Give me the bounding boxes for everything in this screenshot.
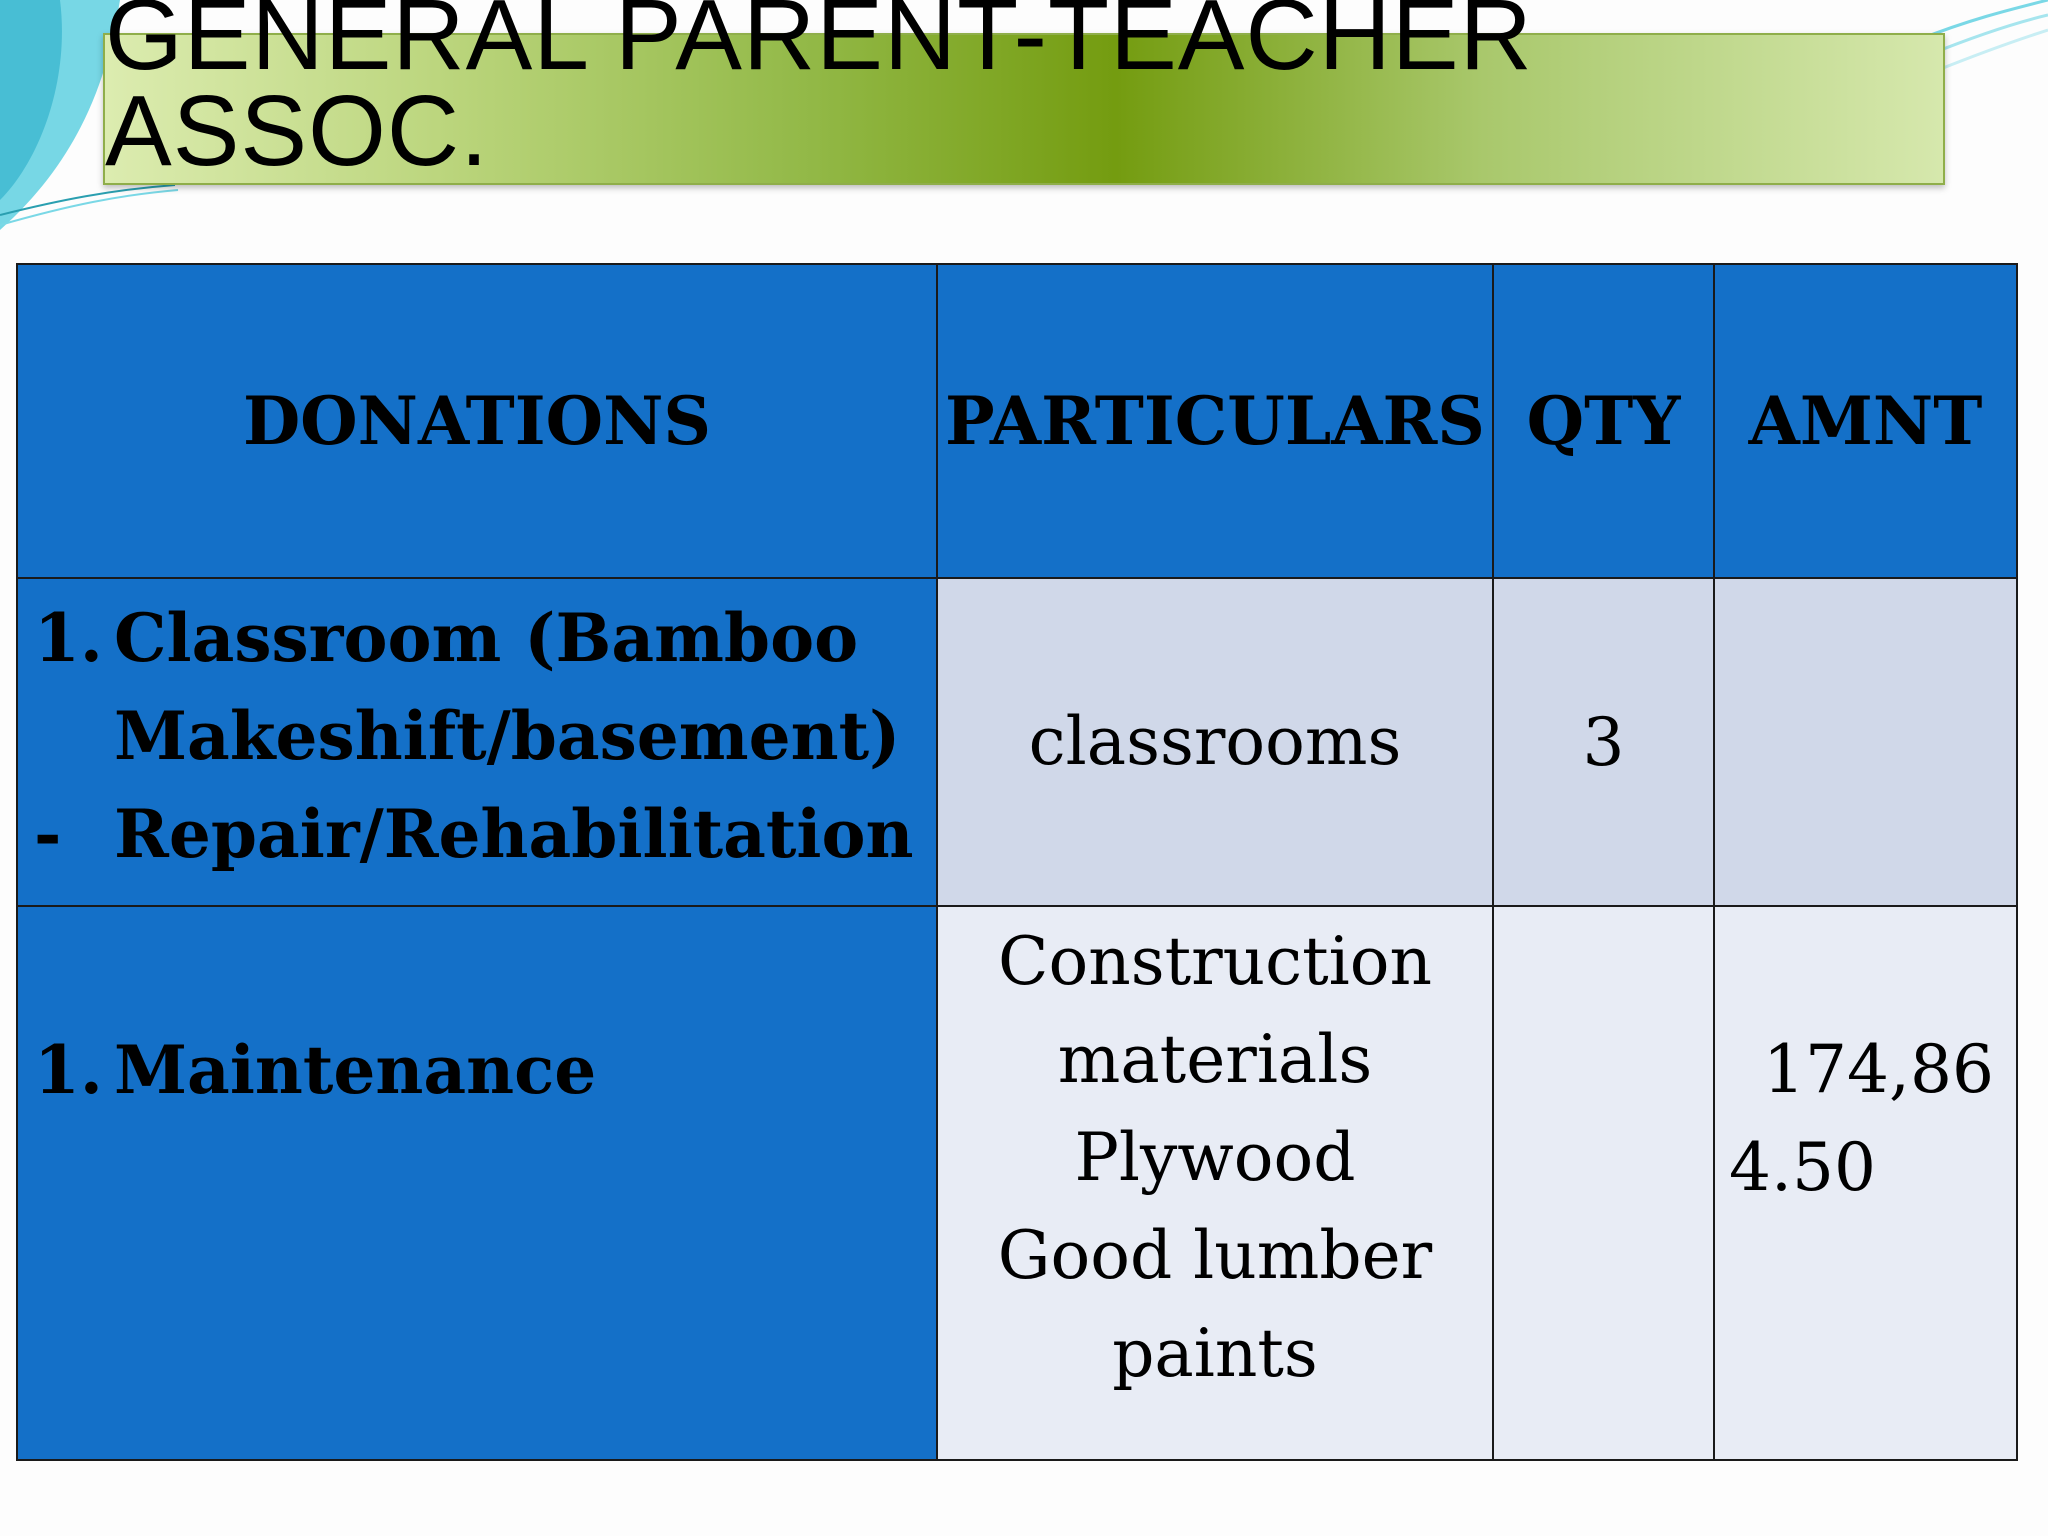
header-particulars: PARTICULARS	[937, 264, 1493, 578]
amnt-cell	[1714, 578, 2017, 906]
list-marker: -	[34, 795, 62, 873]
table-row	[17, 578, 2017, 906]
donations-table	[16, 263, 2018, 1461]
amount-value: 174,864.50	[1729, 1031, 1994, 1206]
list-marker: 1.	[34, 1031, 103, 1109]
title-banner	[103, 0, 1945, 187]
slide-title-line-2: ASSOC.	[105, 75, 489, 187]
list-item	[18, 785, 936, 883]
list-marker: 1.	[34, 599, 103, 677]
list-marker	[18, 687, 114, 785]
donations-cell	[17, 578, 937, 906]
donation-list	[18, 579, 936, 883]
header-amnt: AMNT	[1714, 264, 2017, 578]
list-item	[18, 589, 936, 687]
table-header-row	[17, 264, 2017, 578]
qty-cell: 3	[1493, 578, 1714, 906]
list-item	[18, 687, 936, 785]
particulars-cell	[937, 578, 1493, 906]
donations-cell	[17, 906, 937, 1460]
particulars-line: Good lumber	[997, 1217, 1433, 1294]
header-donations: DONATIONS	[17, 264, 937, 578]
particulars-line: materials	[1057, 1021, 1373, 1098]
donation-list	[18, 907, 936, 1119]
particulars-line: paints	[1112, 1315, 1318, 1392]
particulars-cell	[937, 906, 1493, 1460]
particulars-line: Construction	[997, 923, 1433, 1000]
qty-cell	[1493, 906, 1714, 1460]
slide-title	[105, 0, 1533, 187]
list-item	[18, 1021, 936, 1119]
header-qty: QTY	[1493, 264, 1714, 578]
amnt-cell	[1714, 906, 2017, 1460]
table-row	[17, 906, 2017, 1460]
slide-title-line-1: GENERAL PARENT-TEACHER	[105, 0, 1533, 91]
donation-text: Classroom (Bamboo	[114, 599, 859, 677]
particulars-line: classrooms	[1028, 703, 1402, 780]
donation-text: Makeshift/basement)	[114, 697, 901, 775]
donation-text: Maintenance	[114, 1031, 597, 1109]
particulars-line: Plywood	[1074, 1119, 1356, 1196]
donation-text: Repair/Rehabilitation	[114, 795, 914, 873]
